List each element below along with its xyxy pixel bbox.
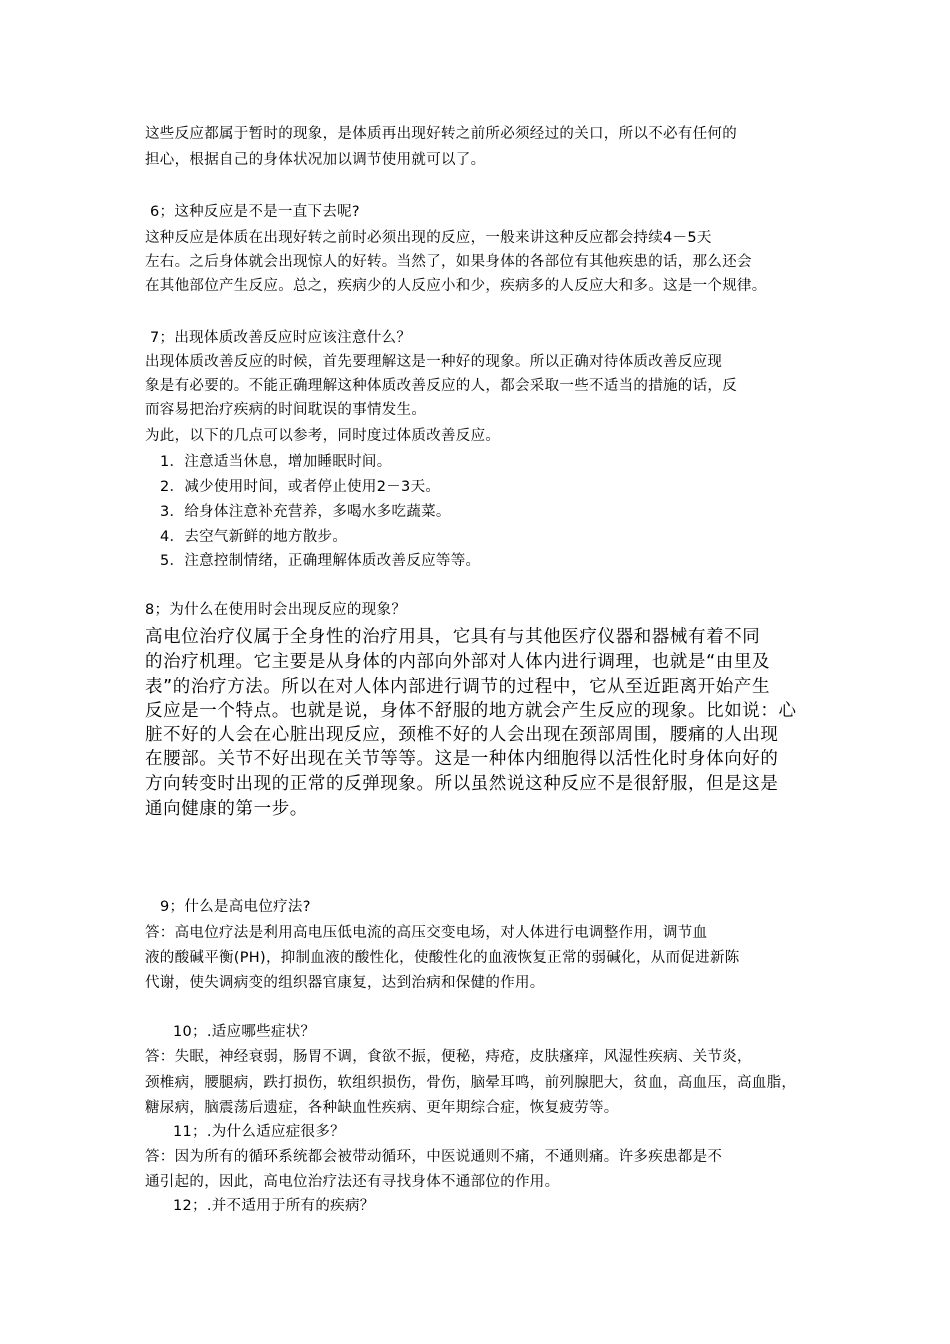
q10-title: 10；.适应哪些症状？ [173, 1024, 316, 1040]
q12-title: 12；.并不适用于所有的疾病？ [173, 1198, 375, 1214]
q6-body-line-3: 在其他部位产生反应。总之，疾病少的人反应小和少，疾病多的人反应大和多。这是一个规律。 [145, 278, 767, 294]
q8-body-line-5: 脏不好的人会在心脏出现反应，颈椎不好的人会出现在颈部周围，腰痛的人出现 [145, 725, 779, 745]
q7-list-item: 3．给身体注意补充营养，多喝水多吃蔬菜。 [160, 504, 451, 520]
q9-body-line-2: 液的酸碱平衡(PH)，抑制血液的酸性化，使酸性化的血液恢复正常的弱碱化，从而促进新陈 [145, 950, 740, 966]
q8-body-line-6: 在腰部。关节不好出现在关节等等。这是一种体内细胞得以活性化时身体向好的 [145, 749, 779, 769]
q11-body-line-2: 通引起的，因此，高电位治疗法还有寻找身体不通部位的作用。 [145, 1174, 560, 1190]
q7-list-item: 5．注意控制情绪，正确理解体质改善反应等等。 [160, 553, 481, 569]
q8-body-line-7: 方向转变时出现的正常的反弹现象。所以虽然说这种反应不是很舒服，但是这是 [145, 774, 779, 794]
q8-body-line-3: 表”的治疗方法。所以在对人体内部进行调节的过程中，它从至近距离开始产生 [145, 677, 771, 697]
q9-title: 9；什么是高电位疗法? [160, 899, 311, 915]
q7-body-line-4: 为此，以下的几点可以参考，同时度过体质改善反应。 [145, 428, 501, 444]
q7-list-item: 2．减少使用时间，或者停止使用2－3天。 [160, 479, 441, 495]
q6-body-line-2: 左右。之后身体就会出现惊人的好转。当然了，如果身体的各部位有其他疾患的话，那么还会 [145, 254, 752, 270]
q9-body-line-3: 代谢，使失调病变的组织器官康复，达到治病和保健的作用。 [145, 975, 545, 991]
q8-body-line-2: 的治疗机理。它主要是从身体的内部向外部对人体内进行调理，也就是“由里及 [145, 652, 771, 672]
q11-body-line-1: 答：因为所有的循环系统都会被带动循环，中医说通则不痛，不通则痛。许多疾患都是不 [145, 1149, 723, 1165]
q10-body-line-1: 答：失眠，神经衰弱，肠胃不调，食欲不振，便秘，痔疮，皮肤瘙痒，风湿性疾病、关节炎， [145, 1049, 752, 1065]
q8-body-line-8: 通向健康的第一步。 [145, 799, 308, 819]
q8-body-line-1: 高电位治疗仪属于全身性的治疗用具，它具有与其他医疗仪器和器械有着不同 [145, 627, 761, 647]
q6-body-line-1: 这种反应是体质在出现好转之前时必须出现的反应，一般来讲这种反应都会持续4－5天 [145, 230, 712, 246]
q7-list-item: 1．注意适当休息，增加睡眠时间。 [160, 454, 392, 470]
q7-title: 7；出现体质改善反应时应该注意什么？ [150, 330, 412, 346]
q6-title: 6；这种反应是不是一直下去呢? [150, 204, 360, 220]
q7-body-line-2: 象是有必要的。不能正确理解这种体质改善反应的人，都会采取一些不适当的措施的话，反 [145, 378, 737, 394]
q11-title: 11；.为什么适应症很多？ [173, 1124, 345, 1140]
intro-line-1: 这些反应都属于暂时的现象，是体质再出现好转之前所必须经过的关口，所以不必有任何的 [145, 126, 737, 142]
q10-body-line-2: 颈椎病，腰腿病，跌打损伤，软组织损伤，骨伤，脑晕耳鸣，前列腺肥大，贫血，高血压，高血脂， [145, 1075, 797, 1091]
q8-body-line-4: 反应是一个特点。也就是说，身体不舒服的地方就会产生反应的现象。比如说：心 [145, 701, 797, 721]
q8-title: 8；为什么在使用时会出现反应的现象？ [145, 602, 407, 618]
intro-line-2: 担心，根据自己的身体状况加以调节使用就可以了。 [145, 152, 486, 168]
q7-body-line-3: 而容易把治疗疾病的时间耽误的事情发生。 [145, 402, 427, 418]
q7-body-line-1: 出现体质改善反应的时候，首先要理解这是一种好的现象。所以正确对待体质改善反应现 [145, 354, 723, 370]
q7-list-item: 4．去空气新鲜的地方散步。 [160, 529, 348, 545]
q9-body-line-1: 答：高电位疗法是利用高电压低电流的高压交变电场，对人体进行电调整作用，调节血 [145, 925, 708, 941]
q10-body-line-3: 糖尿病，脑震荡后遗症，各种缺血性疾病、更年期综合症，恢复疲劳等。 [145, 1100, 619, 1116]
